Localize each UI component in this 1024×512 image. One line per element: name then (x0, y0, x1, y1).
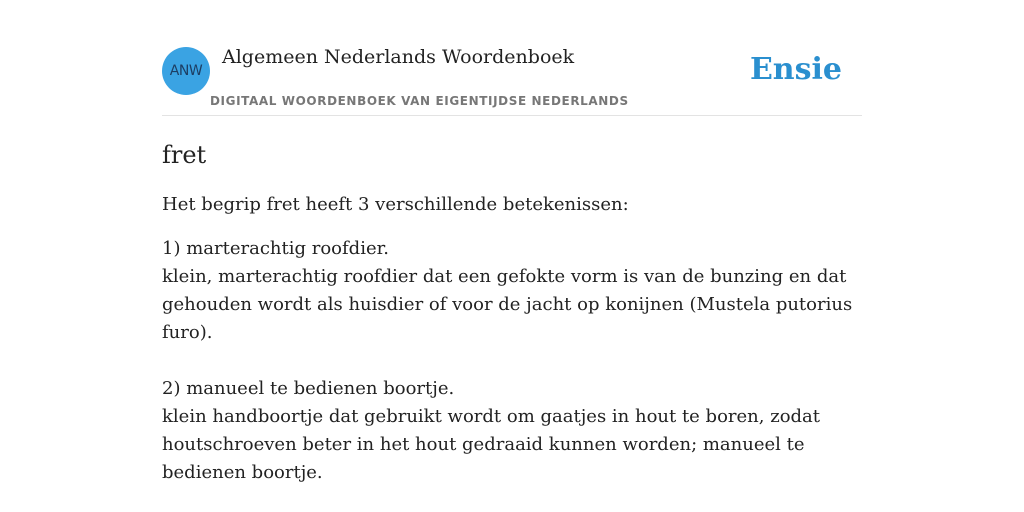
meaning-definition: klein, marterachtig roofdier dat een gefokte vorm is van de bunzing en dat gehouden wordt als huisdier of voor de jacht op konijnen (Mustela putorius furo). (162, 266, 853, 343)
entry-word: fret (162, 141, 207, 169)
meaning-title: 1) marterachtig roofdier. (162, 238, 389, 259)
meaning-title: 2) manueel te bedienen boortje. (162, 378, 455, 399)
meaning-item (162, 375, 862, 487)
anw-logo[interactable] (162, 47, 210, 95)
site-subtitle: DIGITAAL WOORDENBOEK VAN EIGENTIJDSE NEDERLANDS (210, 94, 629, 108)
entry-intro: Het begrip fret heeft 3 verschillende betekenissen: (162, 194, 629, 215)
ensie-brand-link[interactable]: Ensie (749, 52, 842, 87)
site-title[interactable]: Algemeen Nederlands Woordenboek (222, 46, 575, 68)
page (162, 0, 862, 487)
header (162, 0, 862, 116)
meaning-definition: klein handboortje dat gebruikt wordt om gaatjes in hout te boren, zodat houtschroeven beter in het hout gedraaid kunnen worden; manueel te bedienen boortje. (162, 406, 821, 483)
logo-text: ANW (169, 63, 203, 79)
meaning-item (162, 235, 862, 347)
